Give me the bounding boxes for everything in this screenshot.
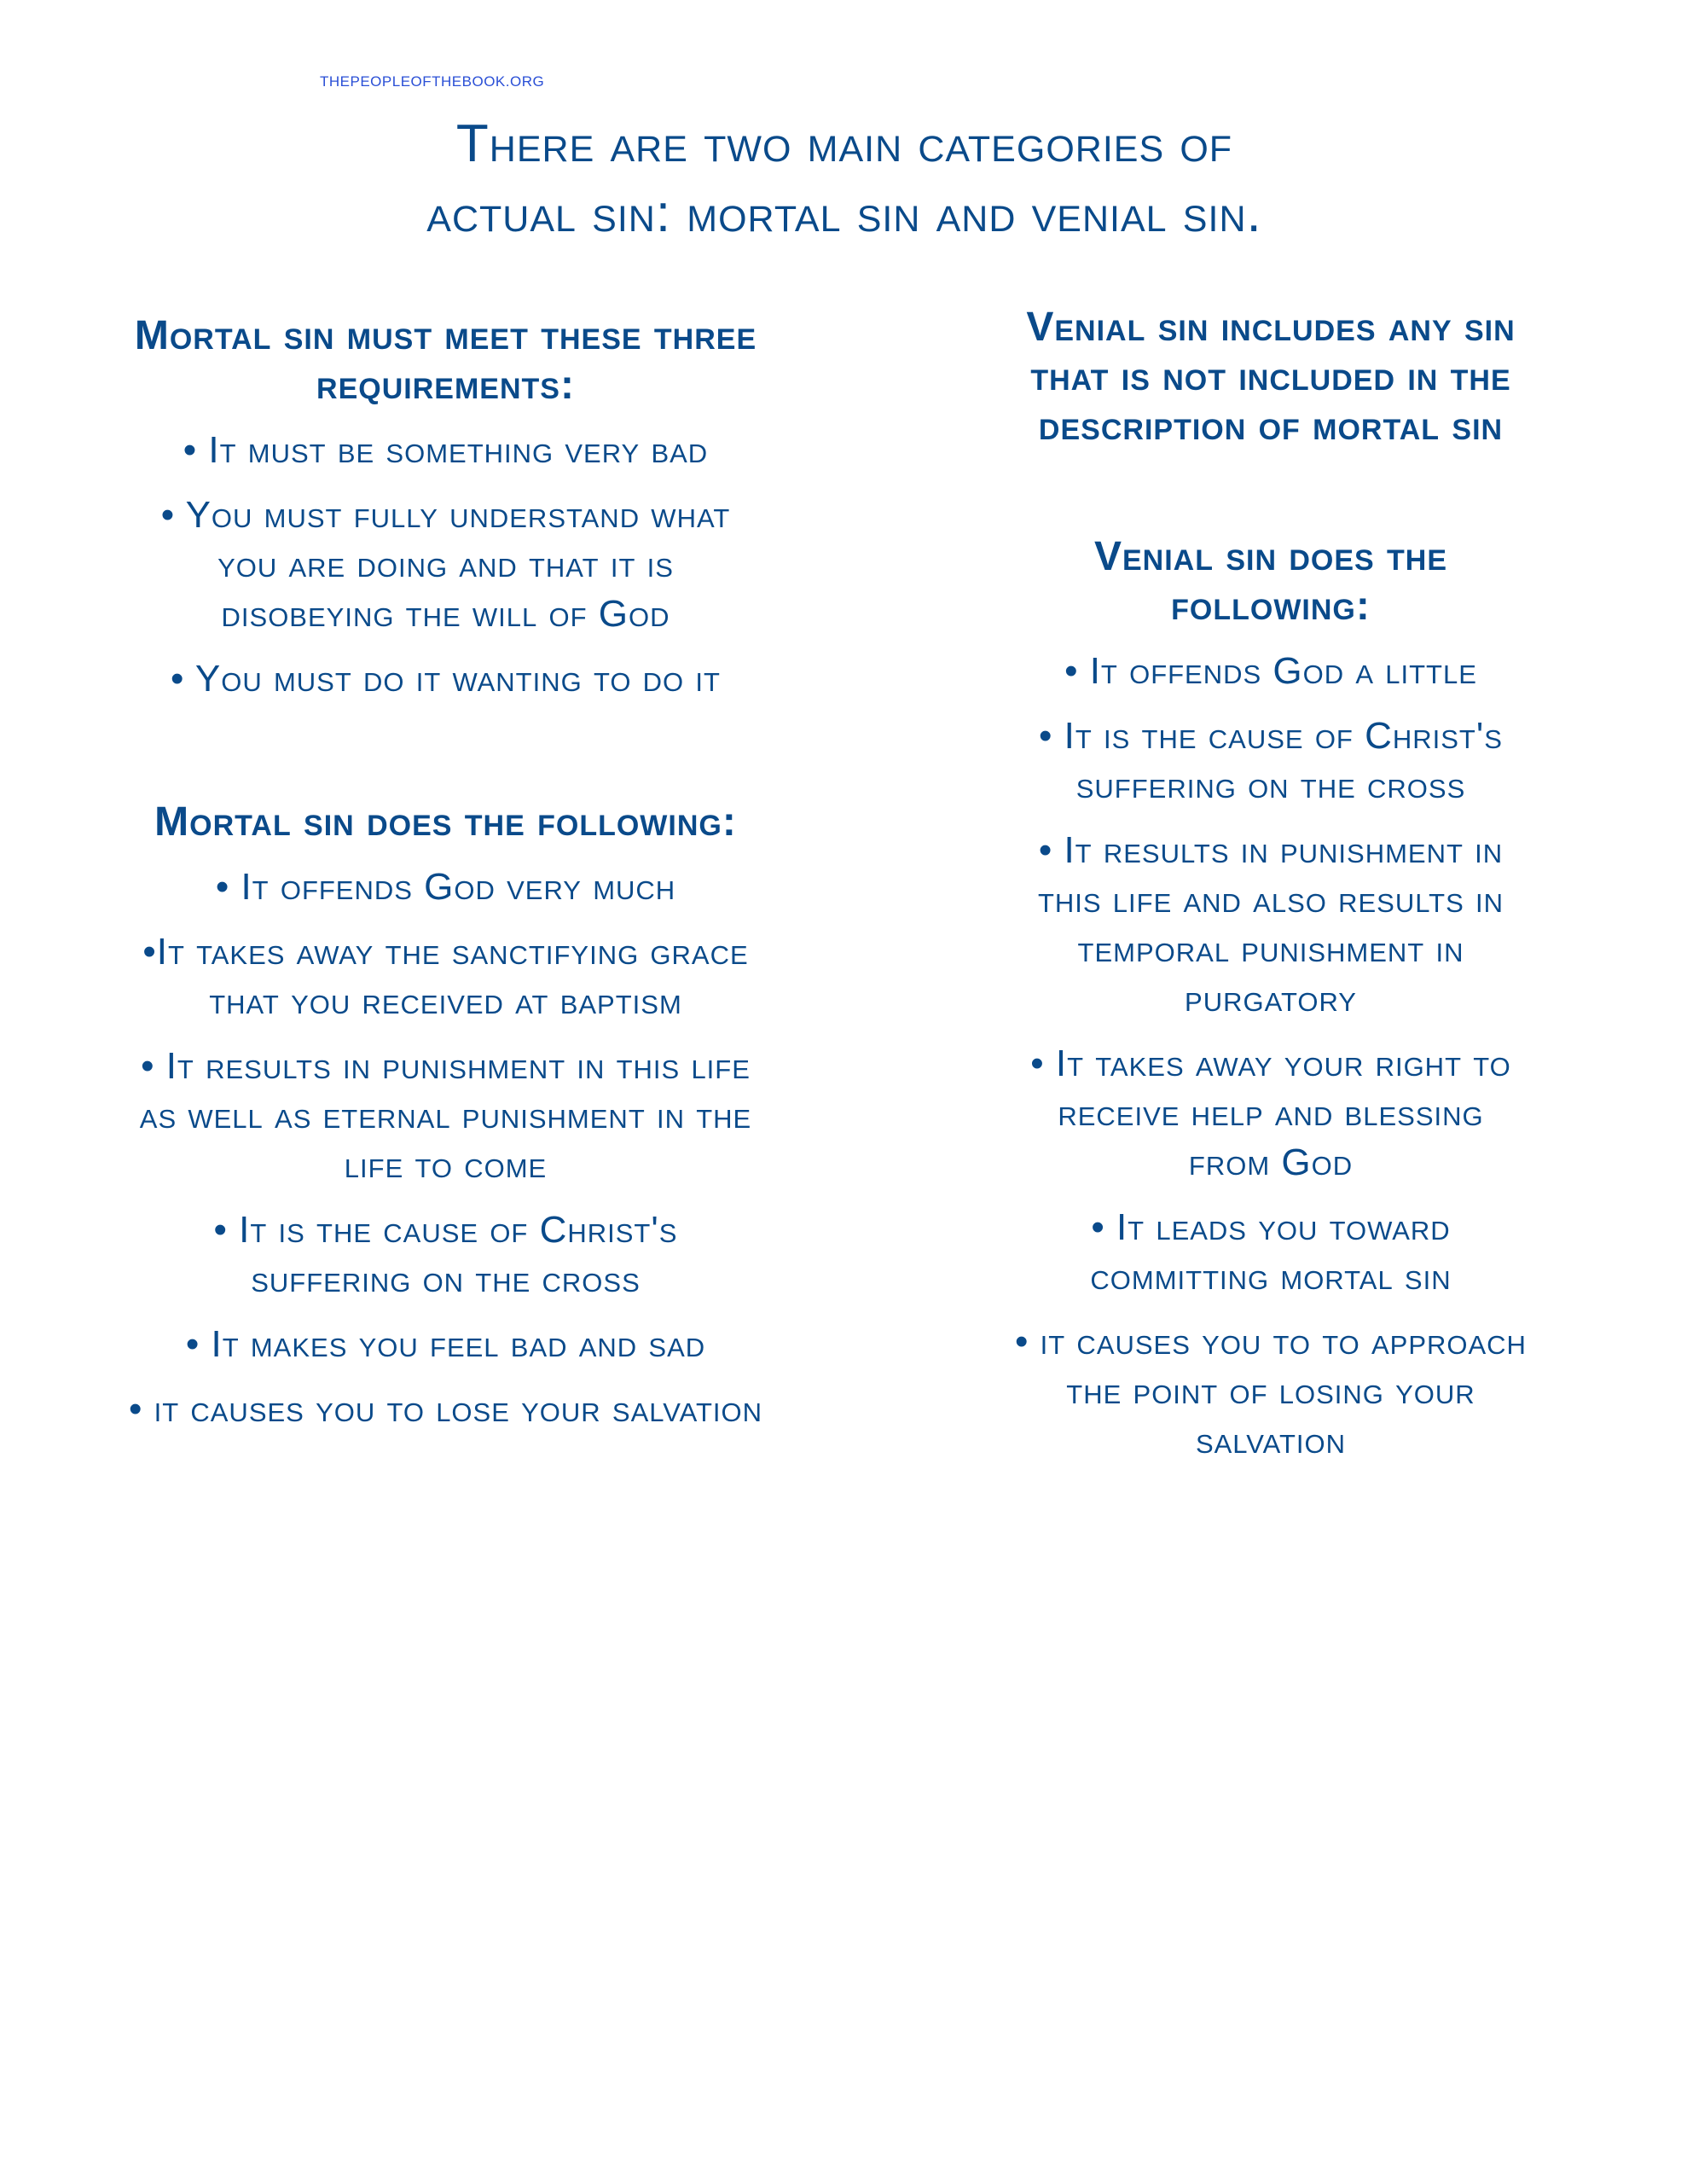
mortal-requirement-item: • You must do it wanting to do it — [171, 658, 721, 700]
title-line-2: actual sin: mortal sin and venial sin. — [426, 184, 1262, 243]
mortal-effect-item: •It takes away the sanctifying grace that you received at baptism — [142, 931, 749, 1022]
mortal-effect-item: • It is the cause of Christ's suffering on the cross — [213, 1209, 678, 1300]
mortal-requirement-item: • You must fully understand what you are doing and that it is disobeying the will of God — [160, 494, 731, 635]
venial-effect-item: • It leads you toward committing mortal sin — [1090, 1206, 1452, 1298]
mortal-effect-item: • It makes you feel bad and sad — [185, 1323, 706, 1365]
venial-effect-item: • it causes you to to approach the point of losing your salvation — [1015, 1321, 1527, 1461]
page-title — [213, 109, 1475, 249]
mortal-effects-heading: Mortal sin does the following: — [154, 799, 737, 845]
mortal-sin-column — [128, 311, 763, 1434]
site-url: THEPEOPLEOFTHEBOOK.ORG — [320, 73, 545, 90]
mortal-requirement-item: • It must be something very bad — [183, 429, 709, 471]
venial-effect-item: • It results in punishment in this life and also results in temporal punishment in purgatory — [1037, 829, 1504, 1019]
mortal-effect-item: • it causes you to lose your salvation — [128, 1388, 763, 1430]
mortal-effect-item: • It results in punishment in this life as well as eternal punishment in the life to come — [139, 1045, 752, 1186]
venial-definition-heading: Venial sin includes any sin that is not included in the description of mortal sin — [1026, 305, 1516, 449]
venial-effect-item: • It offends God a little — [1064, 650, 1477, 692]
venial-effect-item: • It is the cause of Christ's suffering on the cross — [1039, 715, 1503, 806]
venial-effect-item: • It takes away your right to receive help and blessing from God — [1030, 1043, 1511, 1183]
venial-sin-column — [1015, 303, 1527, 1466]
mortal-requirements-heading: Mortal sin must meet these three requirements: — [134, 313, 757, 408]
mortal-effect-item: • It offends God very much — [215, 866, 676, 908]
venial-effects-heading: Venial sin does the following: — [1093, 534, 1448, 629]
title-line-1: There are two main categories of — [455, 114, 1233, 173]
